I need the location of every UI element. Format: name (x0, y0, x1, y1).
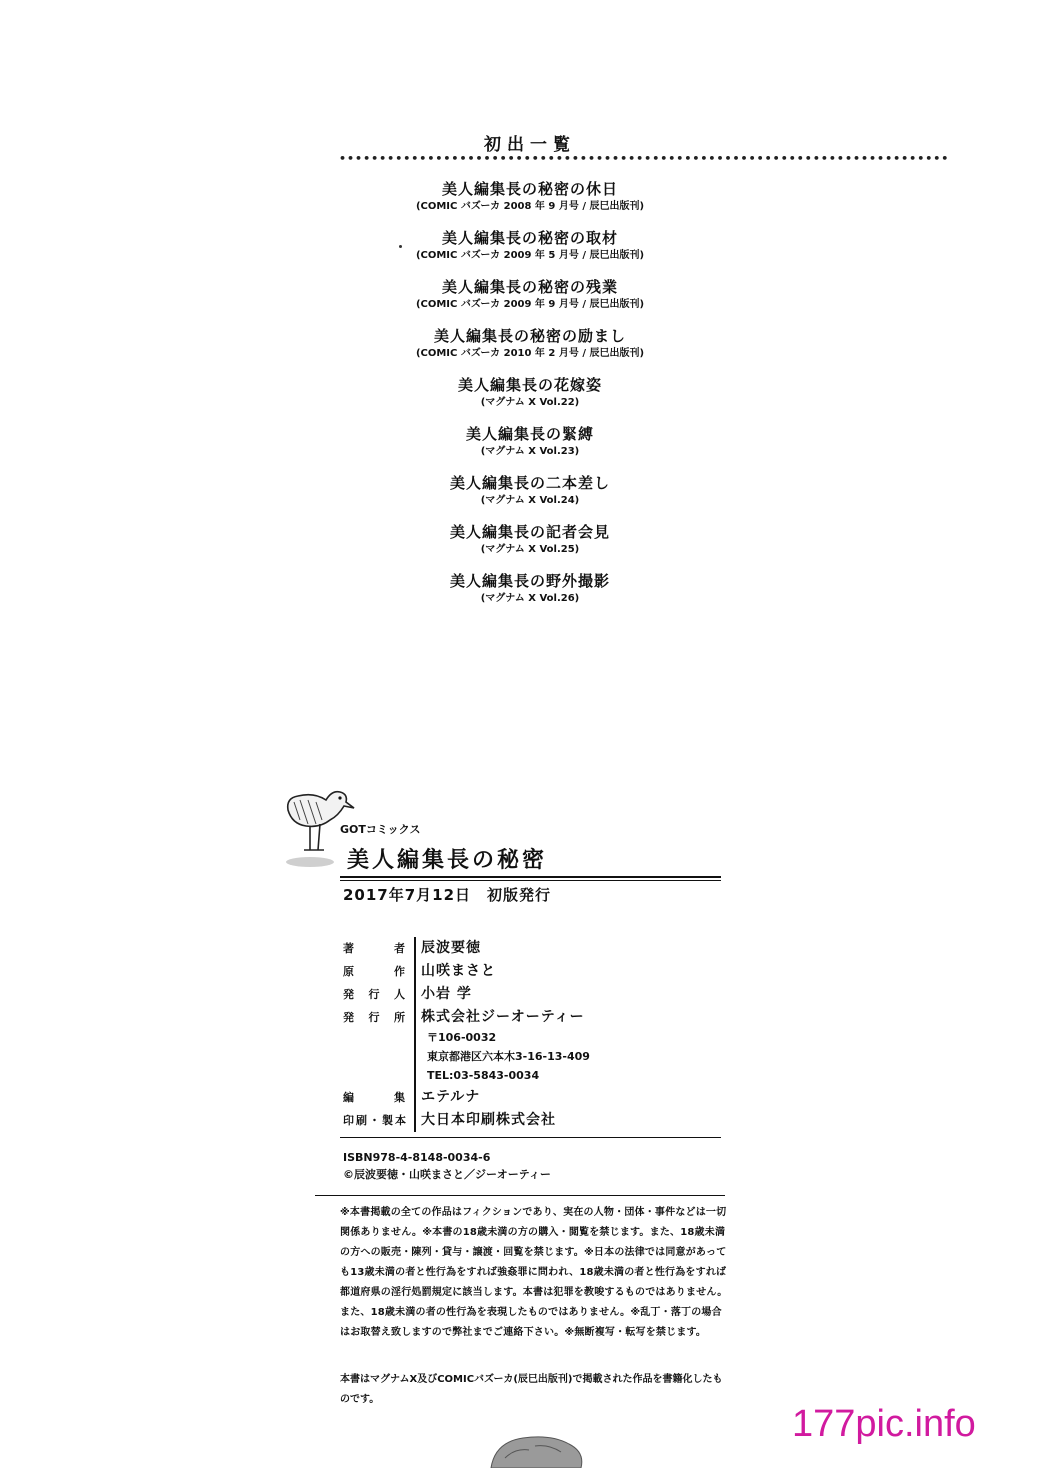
isbn-block (343, 1149, 551, 1183)
story-source: (マグナム X Vol.23) (480, 446, 580, 457)
list-item (330, 423, 730, 472)
imprint-label: GOTコミックス (340, 823, 421, 836)
credit-role: 原作 (343, 965, 406, 978)
story-source: (COMIC バズーカ 2009 年 9 月号 / 辰巳出版刊) (415, 299, 645, 310)
credit-separator (414, 1086, 416, 1109)
dotted-divider: •••••••••••••••••••••••••••••••••••••••••••••••••••••••••••••••••••••••••••• (339, 152, 950, 165)
story-title: 美人編集長の花嫁姿 (457, 376, 602, 394)
list-heading: 初出一覧 (484, 135, 576, 155)
credits-table (343, 937, 590, 1132)
story-source: (マグナム X Vol.22) (480, 397, 580, 408)
isbn: ISBN978-4-8148-0034-6 (343, 1151, 491, 1164)
list-item (330, 227, 730, 276)
list-item (330, 374, 730, 423)
credit-role: 編集 (343, 1091, 406, 1104)
credit-role: 発行所 (343, 1011, 406, 1024)
story-source: (マグナム X Vol.24) (480, 495, 580, 506)
story-title: 美人編集長の二本差し (449, 474, 610, 492)
story-title: 美人編集長の緊縛 (465, 425, 594, 443)
story-title: 美人編集長の秘密の励まし (433, 327, 626, 345)
credit-row (343, 983, 590, 1006)
street-address: 東京都港区六本木3-16-13-409 (427, 1050, 590, 1063)
story-title: 美人編集長の記者会見 (449, 523, 610, 541)
list-item (330, 570, 730, 619)
credit-value: 小岩 学 (421, 986, 472, 1002)
credit-value: 株式会社ジーオーティー (421, 1009, 585, 1025)
credit-separator (414, 1109, 416, 1132)
story-title: 美人編集長の野外撮影 (449, 572, 610, 590)
phone-number: TEL:03-5843-0034 (427, 1069, 540, 1082)
credit-row (343, 1109, 590, 1132)
credit-value: 大日本印刷株式会社 (421, 1112, 556, 1128)
credit-value: エテルナ (421, 1089, 481, 1105)
story-title: 美人編集長の秘密の休日 (441, 180, 618, 198)
list-item (330, 276, 730, 325)
credit-role: 発行人 (343, 988, 406, 1001)
credit-separator (414, 960, 416, 983)
credit-separator (414, 1006, 416, 1086)
list-item (330, 178, 730, 227)
sketch-blob-icon (485, 1428, 595, 1468)
credit-value: 辰波要徳 (421, 940, 481, 956)
credit-value: 山咲まさと (421, 963, 496, 979)
notice-rule (315, 1195, 725, 1196)
story-source: (マグナム X Vol.25) (480, 544, 580, 555)
publication-date: 2017年7月12日 初版発行 (343, 886, 552, 904)
story-source: (COMIC バズーカ 2008 年 9 月号 / 辰巳出版刊) (415, 201, 645, 212)
postal-code: 〒106-0032 (427, 1031, 497, 1044)
credit-role: 著者 (343, 942, 406, 955)
title-rule (340, 876, 721, 878)
title-rule-thin (340, 880, 721, 881)
credit-role: 印刷・製本 (343, 1114, 406, 1127)
legal-notice: ※本書掲載の全ての作品はフィクションであり、実在の人物・団体・事件などは一切関係ありません。※本書の18歳未満の方の購入・閲覧を禁じます。また、18歳未満の方への販売・陳列・貸与・譲渡・回覧を禁じます。※日本の法律では同意があっても13歳未満の者と性行為をすれば強姦罪に問われ、18歳未満の者と性行為をすれば都道府県の淫行処罰規定に該当します。本書は犯罪を教唆するものではありません。また、18歳未満の者の性行為を表現したものではありません。※乱丁・落丁の場合はお取替え致しますので弊社までご連絡下さい。※無断複写・転写を禁じます。 (340, 1207, 728, 1338)
list-item (330, 325, 730, 374)
list-item (330, 521, 730, 570)
copyright: ©辰波要徳・山咲まさと／ジーオーティー (343, 1168, 551, 1181)
credits-rule (340, 1137, 721, 1138)
credit-row (343, 1086, 590, 1109)
credit-row (343, 960, 590, 983)
first-appearance-list (330, 178, 730, 619)
credit-separator (414, 937, 416, 960)
story-source: (COMIC バズーカ 2009 年 5 月号 / 辰巳出版刊) (415, 250, 645, 261)
publisher-block (421, 1006, 590, 1086)
list-item (330, 472, 730, 521)
credit-row (343, 937, 590, 960)
watermark: 177pic.info (792, 1403, 976, 1445)
credit-row (343, 1006, 590, 1086)
story-title: 美人編集長の秘密の残業 (441, 278, 618, 296)
story-title: 美人編集長の秘密の取材 (441, 229, 618, 247)
story-source: (マグナム X Vol.26) (480, 593, 580, 604)
story-source: (COMIC バズーカ 2010 年 2 月号 / 辰巳出版刊) (415, 348, 645, 359)
credit-separator (414, 983, 416, 1006)
book-title: 美人編集長の秘密 (347, 848, 548, 873)
publication-note: 本書はマグナムX及びCOMICバズーカ(辰巳出版刊)で掲載された作品を書籍化したものです。 (340, 1374, 723, 1405)
